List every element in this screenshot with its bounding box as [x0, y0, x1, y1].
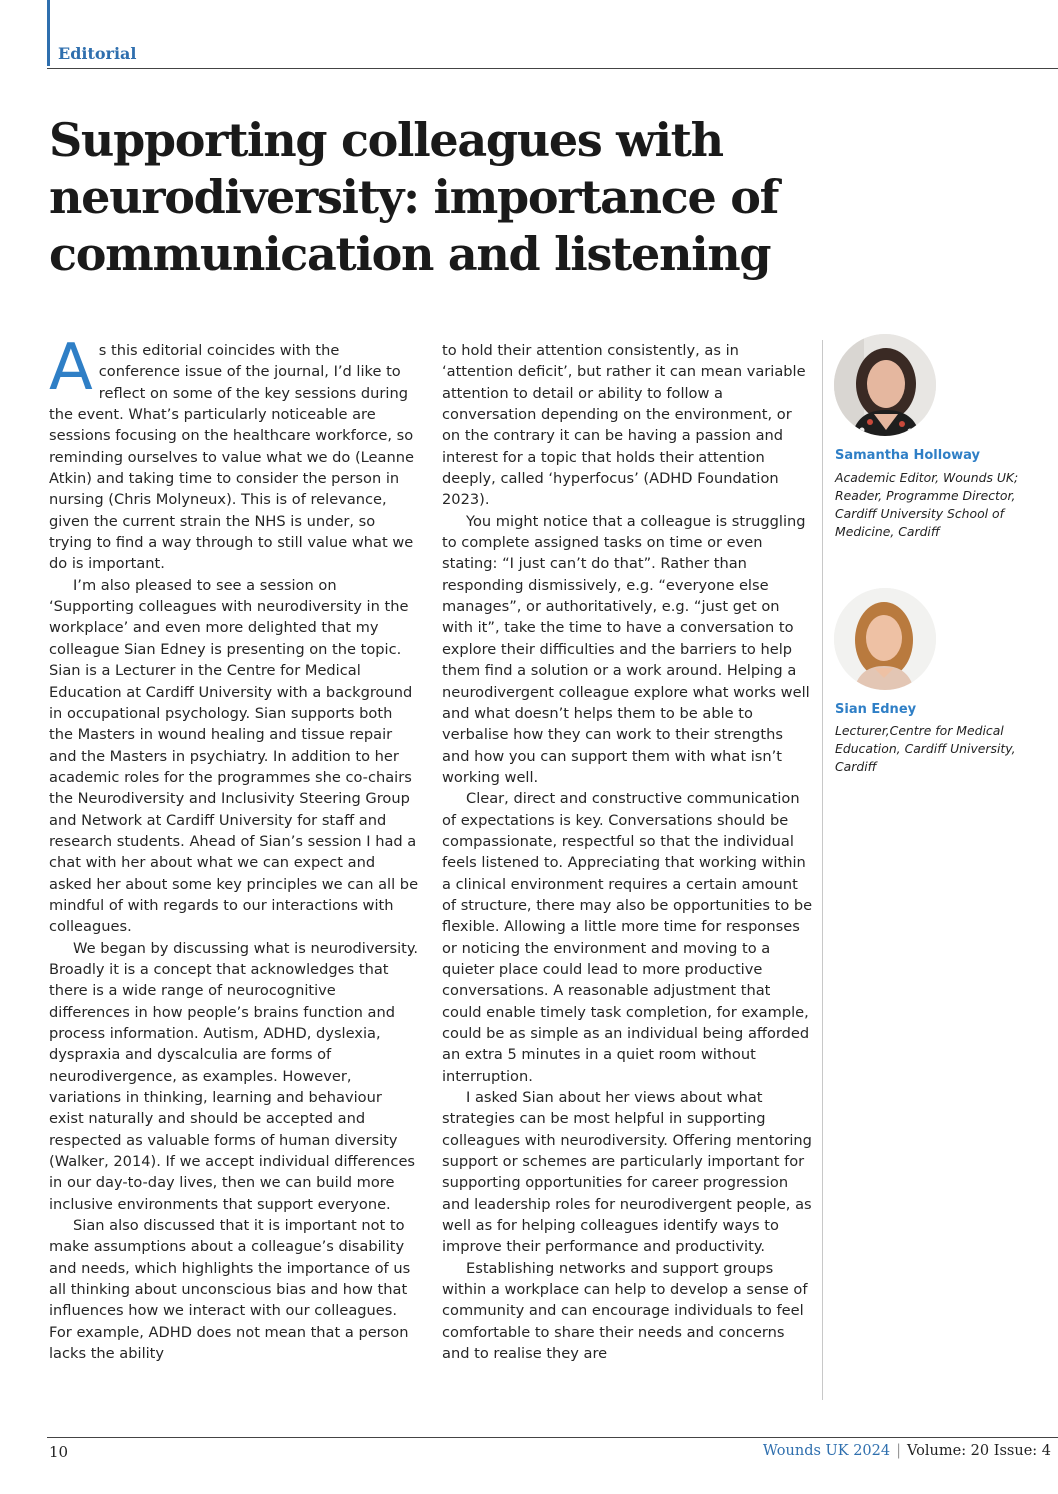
page-number: 10 — [49, 1443, 69, 1461]
body-column-2 — [442, 340, 814, 1365]
footer-separator: | — [896, 1443, 902, 1459]
paragraph — [49, 331, 419, 575]
title-line: communication and listening — [49, 227, 771, 281]
author-affiliation: Lecturer,Centre for Medical Education, Cardiff University, Cardiff — [835, 723, 1016, 774]
paragraph: to hold their attention consistently, as in ‘attention deficit’, but rather it can mean variable attention to detail or ability to follow a conversation depending on the environment, or on the contrary it can be having a passion and interest for a topic that holds their attention deeply, called ‘hyperfocus’ (ADHD Foundation 2023). — [442, 342, 806, 509]
paragraph-text: s this editorial coincides with the conference issue of the journal, I’d like to reflect on some of the key sessions during the event. What’s particularly noticeable are sessions focusing on the healthcare workforce, so reminding ourselves to value what we do (Leanne Atkin) and taking time to consider the person in nursing (Chris Molyneux). This is of relevance, given the current strain the NHS is under, so trying to find a way through to still value what we do is important. — [49, 342, 414, 573]
author-name: Sian Edney — [835, 702, 917, 717]
author-photo-samantha-holloway — [834, 334, 936, 436]
paragraph: I’m also pleased to see a session on ‘Supporting colleagues with neurodiversity in the workplace’ and even more delighted that my colleague Sian Edney is presenting on the topic. Sian is a Lecturer in the Centre for Medical Education at Cardiff University with a background in occupational psychology. Sian supports both the Masters in wound healing and tissue repair and the Masters in psychiatry. In addition to her academic roles for the programmes she co-chairs the Neurodiversity and Inclusivity Steering Group and Network at Cardiff University for staff and research students. Ahead of Sian’s session I had a chat with her about what we can expect and asked her about some key principles we can all be mindful of with regards to our interactions with colleagues. — [49, 576, 419, 936]
title-line: Supporting colleagues with — [49, 113, 723, 167]
paragraph: We began by discussing what is neurodiversity. Broadly it is a concept that acknowledges that there is a wide range of neurocognitive differences in how people’s brains function and process information. Autism, ADHD, dyslexia, dyspraxia and dyscalculia are forms of neurodivergence, as examples. However, variations in thinking, learning and behaviour exist naturally and should be accepted and respected as valuable forms of human diversity (Walker, 2014). If we accept individual differences in our day-to-day lives, then we can build more inclusive environments that support everyone. — [49, 939, 419, 1213]
volume-issue: Volume: 20 Issue: 4 — [907, 1443, 1051, 1459]
footer-rule — [47, 1437, 1058, 1438]
paragraph: Clear, direct and constructive communication of expectations is key. Conversations should be compassionate, respectful so that the individual feels listened to. Appreciating that working within a clinical environment requires a certain amount of structure, there may also be opportunities to be flexible. Allowing a little more time for responses or noticing the environment and moving to a quieter place could lead to more productive conversations. A reasonable adjustment that could enable timely task completion, for example, could be as simple as an individual being afforded an extra 5 minutes in a quiet room without interruption. — [442, 790, 813, 1085]
author-name: Samantha Holloway — [835, 448, 980, 463]
column-divider — [822, 340, 823, 1400]
paragraph: Sian also discussed that it is important not to make assumptions about a colleague’s disability and needs, which highlights the importance of us all thinking about unconscious bias and how that influences how we interact with our colleagues. For example, ADHD does not mean that a person lacks the ability — [49, 1217, 411, 1363]
author-affiliation: Academic Editor, Wounds UK; Reader, Programme Director, Cardiff University School of Medicine, Cardiff — [835, 470, 1019, 539]
paragraph: I asked Sian about her views about what strategies can be most helpful in supporting colleagues with neurodiversity. Offering mentoring support or schemes are particularly important for supporting opportunities for career progression and leadership roles for neurodivergent people, as well as for helping colleagues identify ways to improve their performance and productivity. — [442, 1089, 812, 1256]
section-accent-bar — [47, 0, 50, 66]
author-photo-sian-edney — [834, 588, 936, 690]
title-line: neurodiversity: importance of — [49, 170, 779, 224]
paragraph: You might notice that a colleague is struggling to complete assigned tasks on time or even stating: “I just can’t do that”. Rather than responding dismissively, e.g. “everyone else manages”, or authoritatively, e.g. “just get on with it”, take the time to have a conversation to explore their difficulties and the barriers to help them find a solution or a work around. Helping a neurodivergent colleague explore what works well and what doesn’t helps them to be able to verbalise how they can work to their strengths and how you can support them with what isn’t working well. — [442, 512, 810, 786]
section-label: Editorial — [58, 44, 137, 63]
paragraph: Establishing networks and support groups within a workplace can help to develop a sense of community and can encourage individuals to feel comfortable to share their needs and concerns and to realise they are — [442, 1259, 808, 1363]
article-title — [49, 112, 949, 283]
drop-cap: A — [49, 331, 93, 405]
body-column-1 — [49, 331, 419, 1365]
footer-citation — [763, 1443, 1051, 1459]
journal-name: Wounds UK 2024 — [762, 1443, 891, 1459]
header-rule — [47, 68, 1058, 69]
